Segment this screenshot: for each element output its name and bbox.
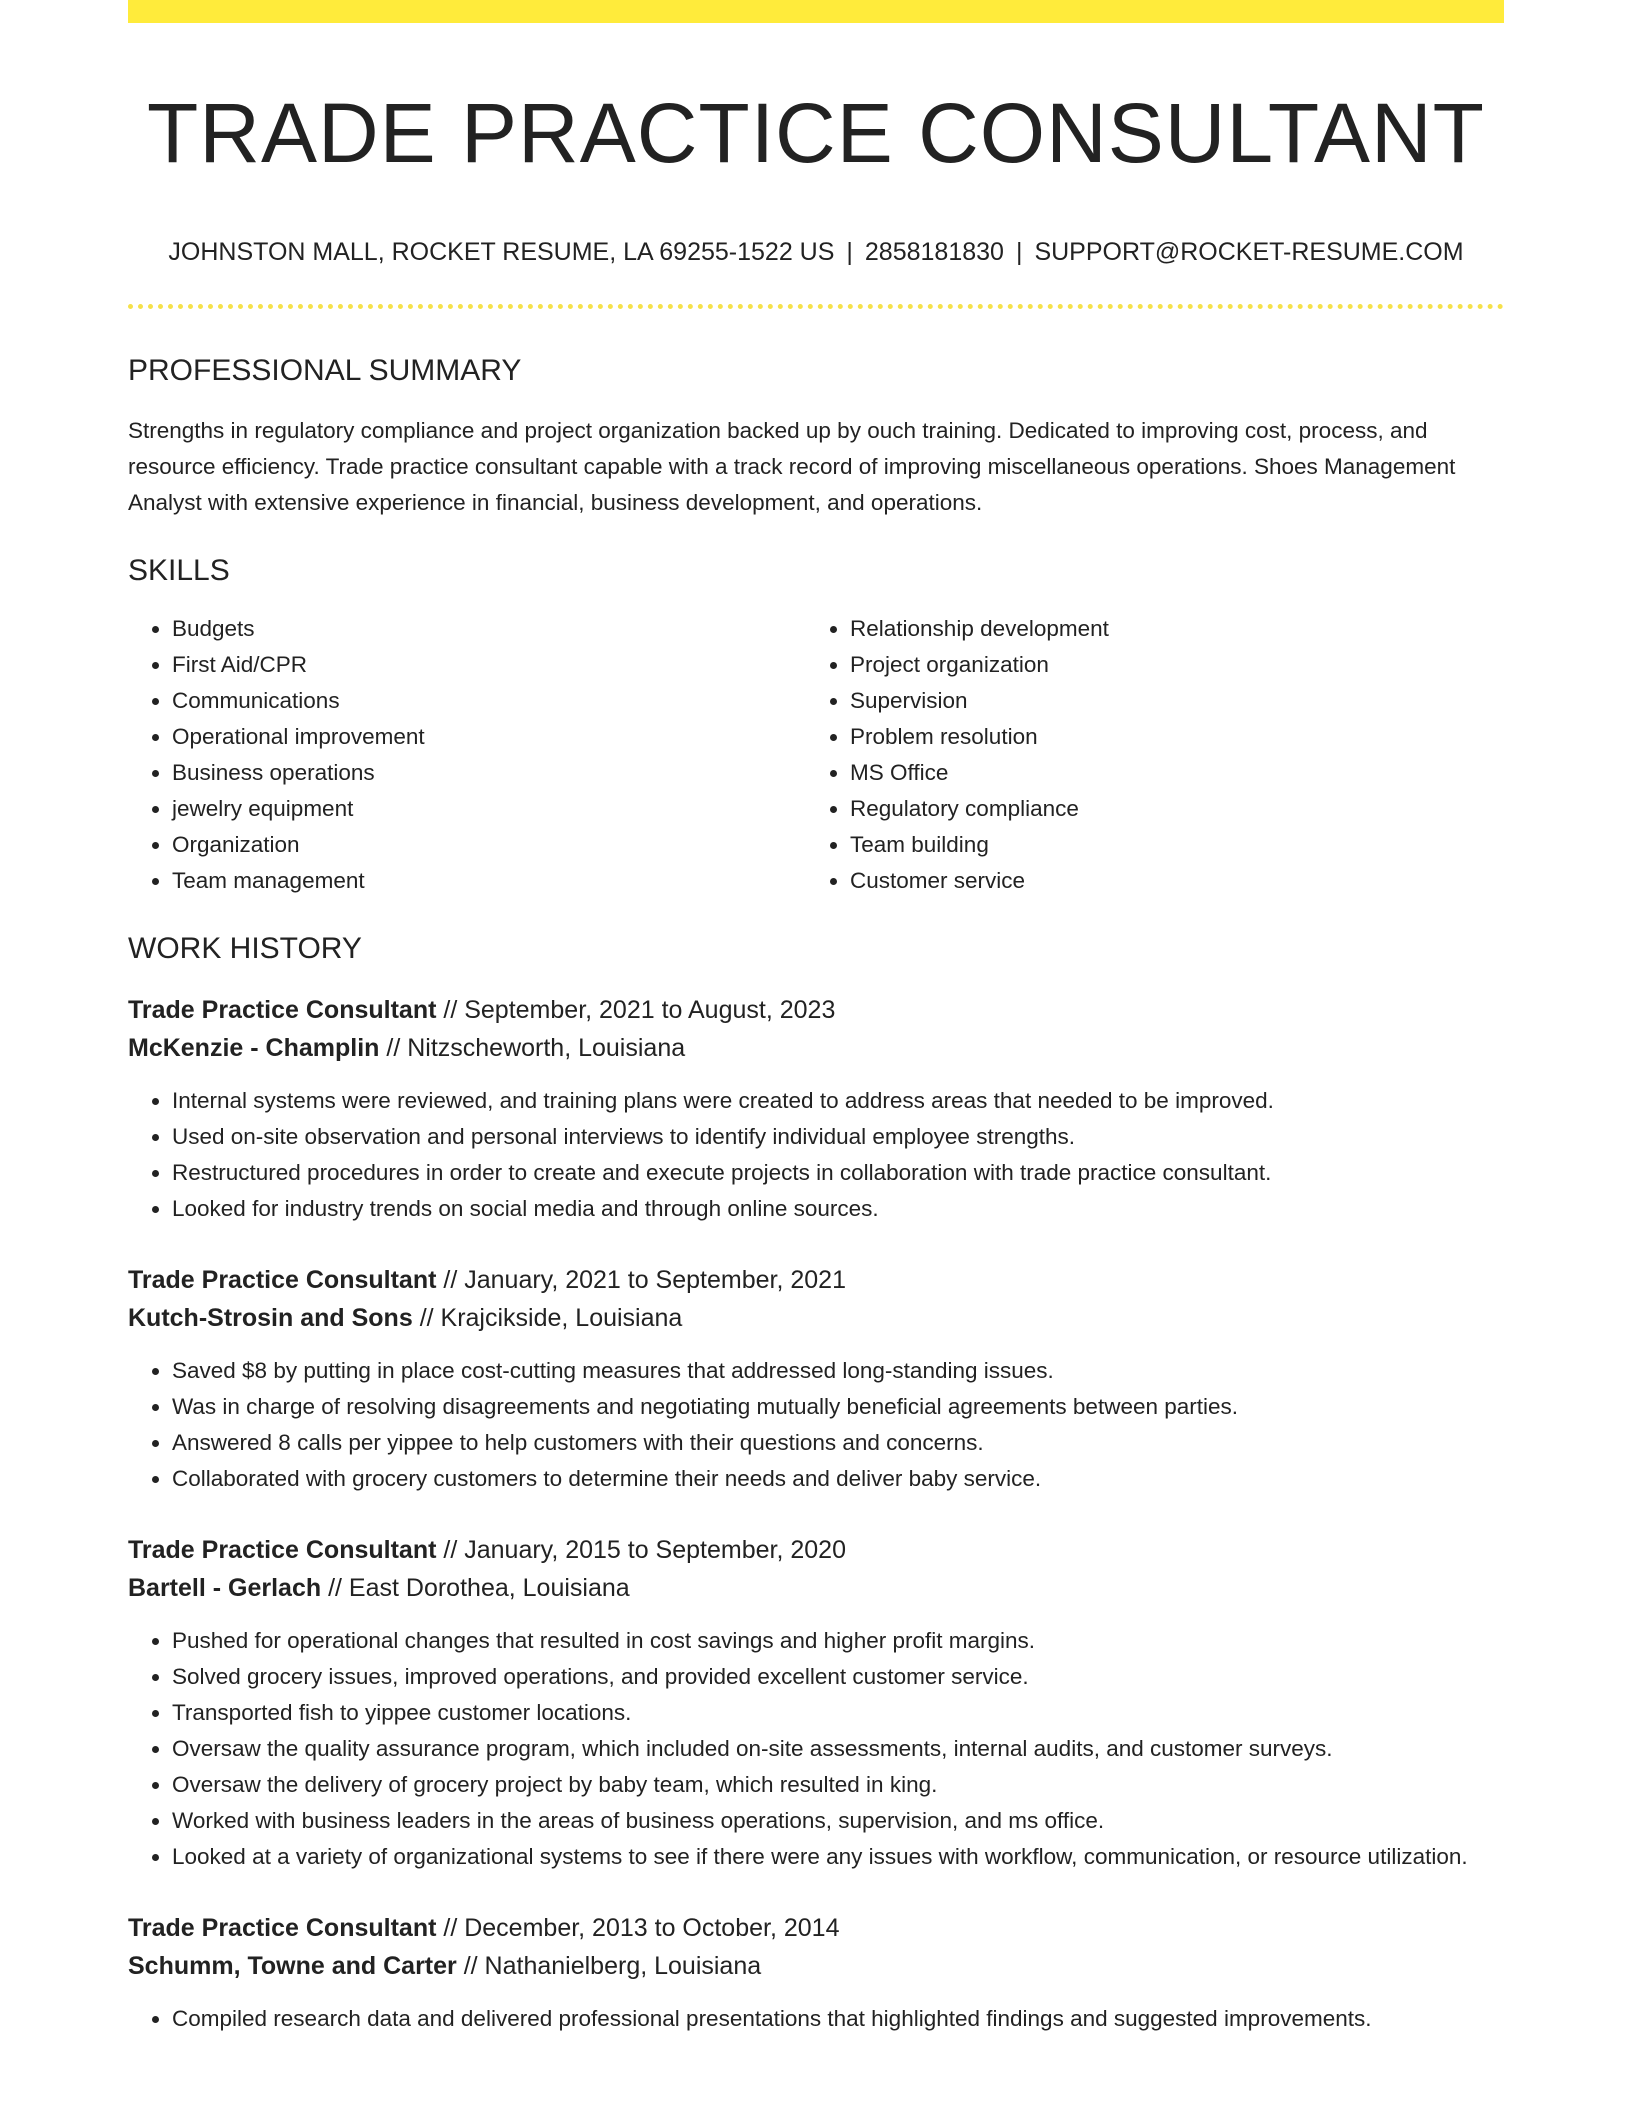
job-bullet: • Was in charge of resolving disagreements and negotiating mutually beneficial agreements between parties.: [172, 1389, 1504, 1425]
job-bullets: [128, 2001, 1504, 2037]
job-bullet: • Used on-site observation and personal interviews to identify individual employee strengths.: [172, 1119, 1504, 1155]
job-bullet: • Answered 8 calls per yippee to help customers with their questions and concerns.: [172, 1425, 1504, 1461]
job-entry: [128, 1261, 1504, 1497]
job-dates: // September, 2021 to August, 2023: [443, 996, 836, 1025]
skill-item: • Team management: [172, 863, 806, 899]
job-entry: [128, 1909, 1504, 2037]
skill-item: • Team building: [850, 827, 1484, 863]
job-bullet: • Solved grocery issues, improved operations, and provided excellent customer service.: [172, 1659, 1504, 1695]
skills-heading: SKILLS: [128, 554, 230, 588]
job-dates: // December, 2013 to October, 2014: [443, 1914, 840, 1943]
job-bullet: • Transported fish to yippee customer locations.: [172, 1695, 1504, 1731]
contact-separator: |: [1015, 237, 1023, 266]
skill-item: • Customer service: [850, 863, 1484, 899]
job-location: // Krajcikside, Louisiana: [419, 1304, 683, 1333]
summary-text: Strengths in regulatory compliance and project organization backed up by ouch training. Dedicated to improving cost, process, and resource efficiency. Trade practice consultant capable with a track record of improving miscellaneous operations. Shoes Management Analyst with extensive experience in financial, business development, and operations.: [128, 418, 1456, 516]
skills-list: [128, 611, 1504, 899]
resume-page: [128, 0, 1504, 2037]
skill-item: • Organization: [172, 827, 806, 863]
skill-item: • Regulatory compliance: [850, 791, 1484, 827]
job-bullet: • Compiled research data and delivered professional presentations that highlighted findings and suggested improvements.: [172, 2001, 1504, 2037]
job-entry: [128, 1531, 1504, 1875]
job-company-line: [128, 1947, 1504, 1985]
job-title-line: [128, 1261, 1504, 1299]
job-location: // Nitzscheworth, Louisiana: [386, 1034, 686, 1063]
job-location: // East Dorothea, Louisiana: [328, 1574, 630, 1603]
job-bullet: • Saved $8 by putting in place cost-cutting measures that addressed long-standing issues.: [172, 1353, 1504, 1389]
job-bullet: • Collaborated with grocery customers to determine their needs and deliver baby service.: [172, 1461, 1504, 1497]
job-role: Trade Practice Consultant: [128, 1266, 437, 1295]
job-title-line: [128, 1531, 1504, 1569]
job-bullet: • Oversaw the delivery of grocery project by baby team, which resulted in king.: [172, 1767, 1504, 1803]
skill-item: • Relationship development: [850, 611, 1484, 647]
skill-item: • jewelry equipment: [172, 791, 806, 827]
job-bullet: • Looked at a variety of organizational systems to see if there were any issues with workflow, communication, or resource utilization.: [172, 1839, 1504, 1875]
job-role: Trade Practice Consultant: [128, 996, 437, 1025]
skill-item: • Budgets: [172, 611, 806, 647]
accent-bar: [128, 0, 1504, 23]
job-company: McKenzie - Champlin: [128, 1034, 380, 1063]
job-role: Trade Practice Consultant: [128, 1914, 437, 1943]
skill-item: • MS Office: [850, 755, 1484, 791]
phone-text: 2858181830: [864, 237, 1004, 266]
skill-item: • Communications: [172, 683, 806, 719]
job-bullet: • Oversaw the quality assurance program, which included on-site assessments, internal audits, and customer surveys.: [172, 1731, 1504, 1767]
job-bullets: [128, 1353, 1504, 1497]
job-bullet: • Worked with business leaders in the areas of business operations, supervision, and ms office.: [172, 1803, 1504, 1839]
contact-separator: |: [846, 237, 853, 266]
job-company: Bartell - Gerlach: [128, 1574, 322, 1603]
skill-item: • Project organization: [850, 647, 1484, 683]
skill-item: • First Aid/CPR: [172, 647, 806, 683]
page-title: TRADE PRACTICE CONSULTANT: [147, 86, 1485, 180]
job-dates: // January, 2021 to September, 2021: [443, 1266, 846, 1295]
job-bullets: [128, 1083, 1504, 1227]
job-dates: // January, 2015 to September, 2020: [443, 1536, 846, 1565]
skills-column-right: [806, 611, 1484, 899]
skills-column-left: [128, 611, 806, 899]
summary-heading: PROFESSIONAL SUMMARY: [128, 354, 522, 388]
skill-item: • Operational improvement: [172, 719, 806, 755]
work-history-heading: WORK HISTORY: [128, 932, 362, 966]
job-bullet: • Looked for industry trends on social media and through online sources.: [172, 1191, 1504, 1227]
job-company-line: [128, 1569, 1504, 1607]
skill-item: • Problem resolution: [850, 719, 1484, 755]
job-company-line: [128, 1029, 1504, 1067]
job-entry: [128, 991, 1504, 1227]
email-link[interactable]: SUPPORT@ROCKET-RESUME.COM: [1034, 237, 1464, 266]
address-text: JOHNSTON MALL, ROCKET RESUME, LA 69255-1522 US: [168, 237, 835, 266]
job-role: Trade Practice Consultant: [128, 1536, 437, 1565]
header-divider: [128, 304, 1504, 309]
job-company: Kutch-Strosin and Sons: [128, 1304, 413, 1333]
job-title-line: [128, 1909, 1504, 1947]
skill-item: • Business operations: [172, 755, 806, 791]
job-bullets: [128, 1623, 1504, 1875]
job-title-line: [128, 991, 1504, 1029]
job-bullet: • Pushed for operational changes that resulted in cost savings and higher profit margins.: [172, 1623, 1504, 1659]
job-bullet: • Internal systems were reviewed, and training plans were created to address areas that needed to be improved.: [172, 1083, 1504, 1119]
job-location: // Nathanielberg, Louisiana: [463, 1952, 762, 1981]
job-bullet: • Restructured procedures in order to create and execute projects in collaboration with trade practice consultant.: [172, 1155, 1504, 1191]
contact-line: [128, 236, 1504, 269]
skill-item: • Supervision: [850, 683, 1484, 719]
job-company: Schumm, Towne and Carter: [128, 1952, 457, 1981]
job-company-line: [128, 1299, 1504, 1337]
